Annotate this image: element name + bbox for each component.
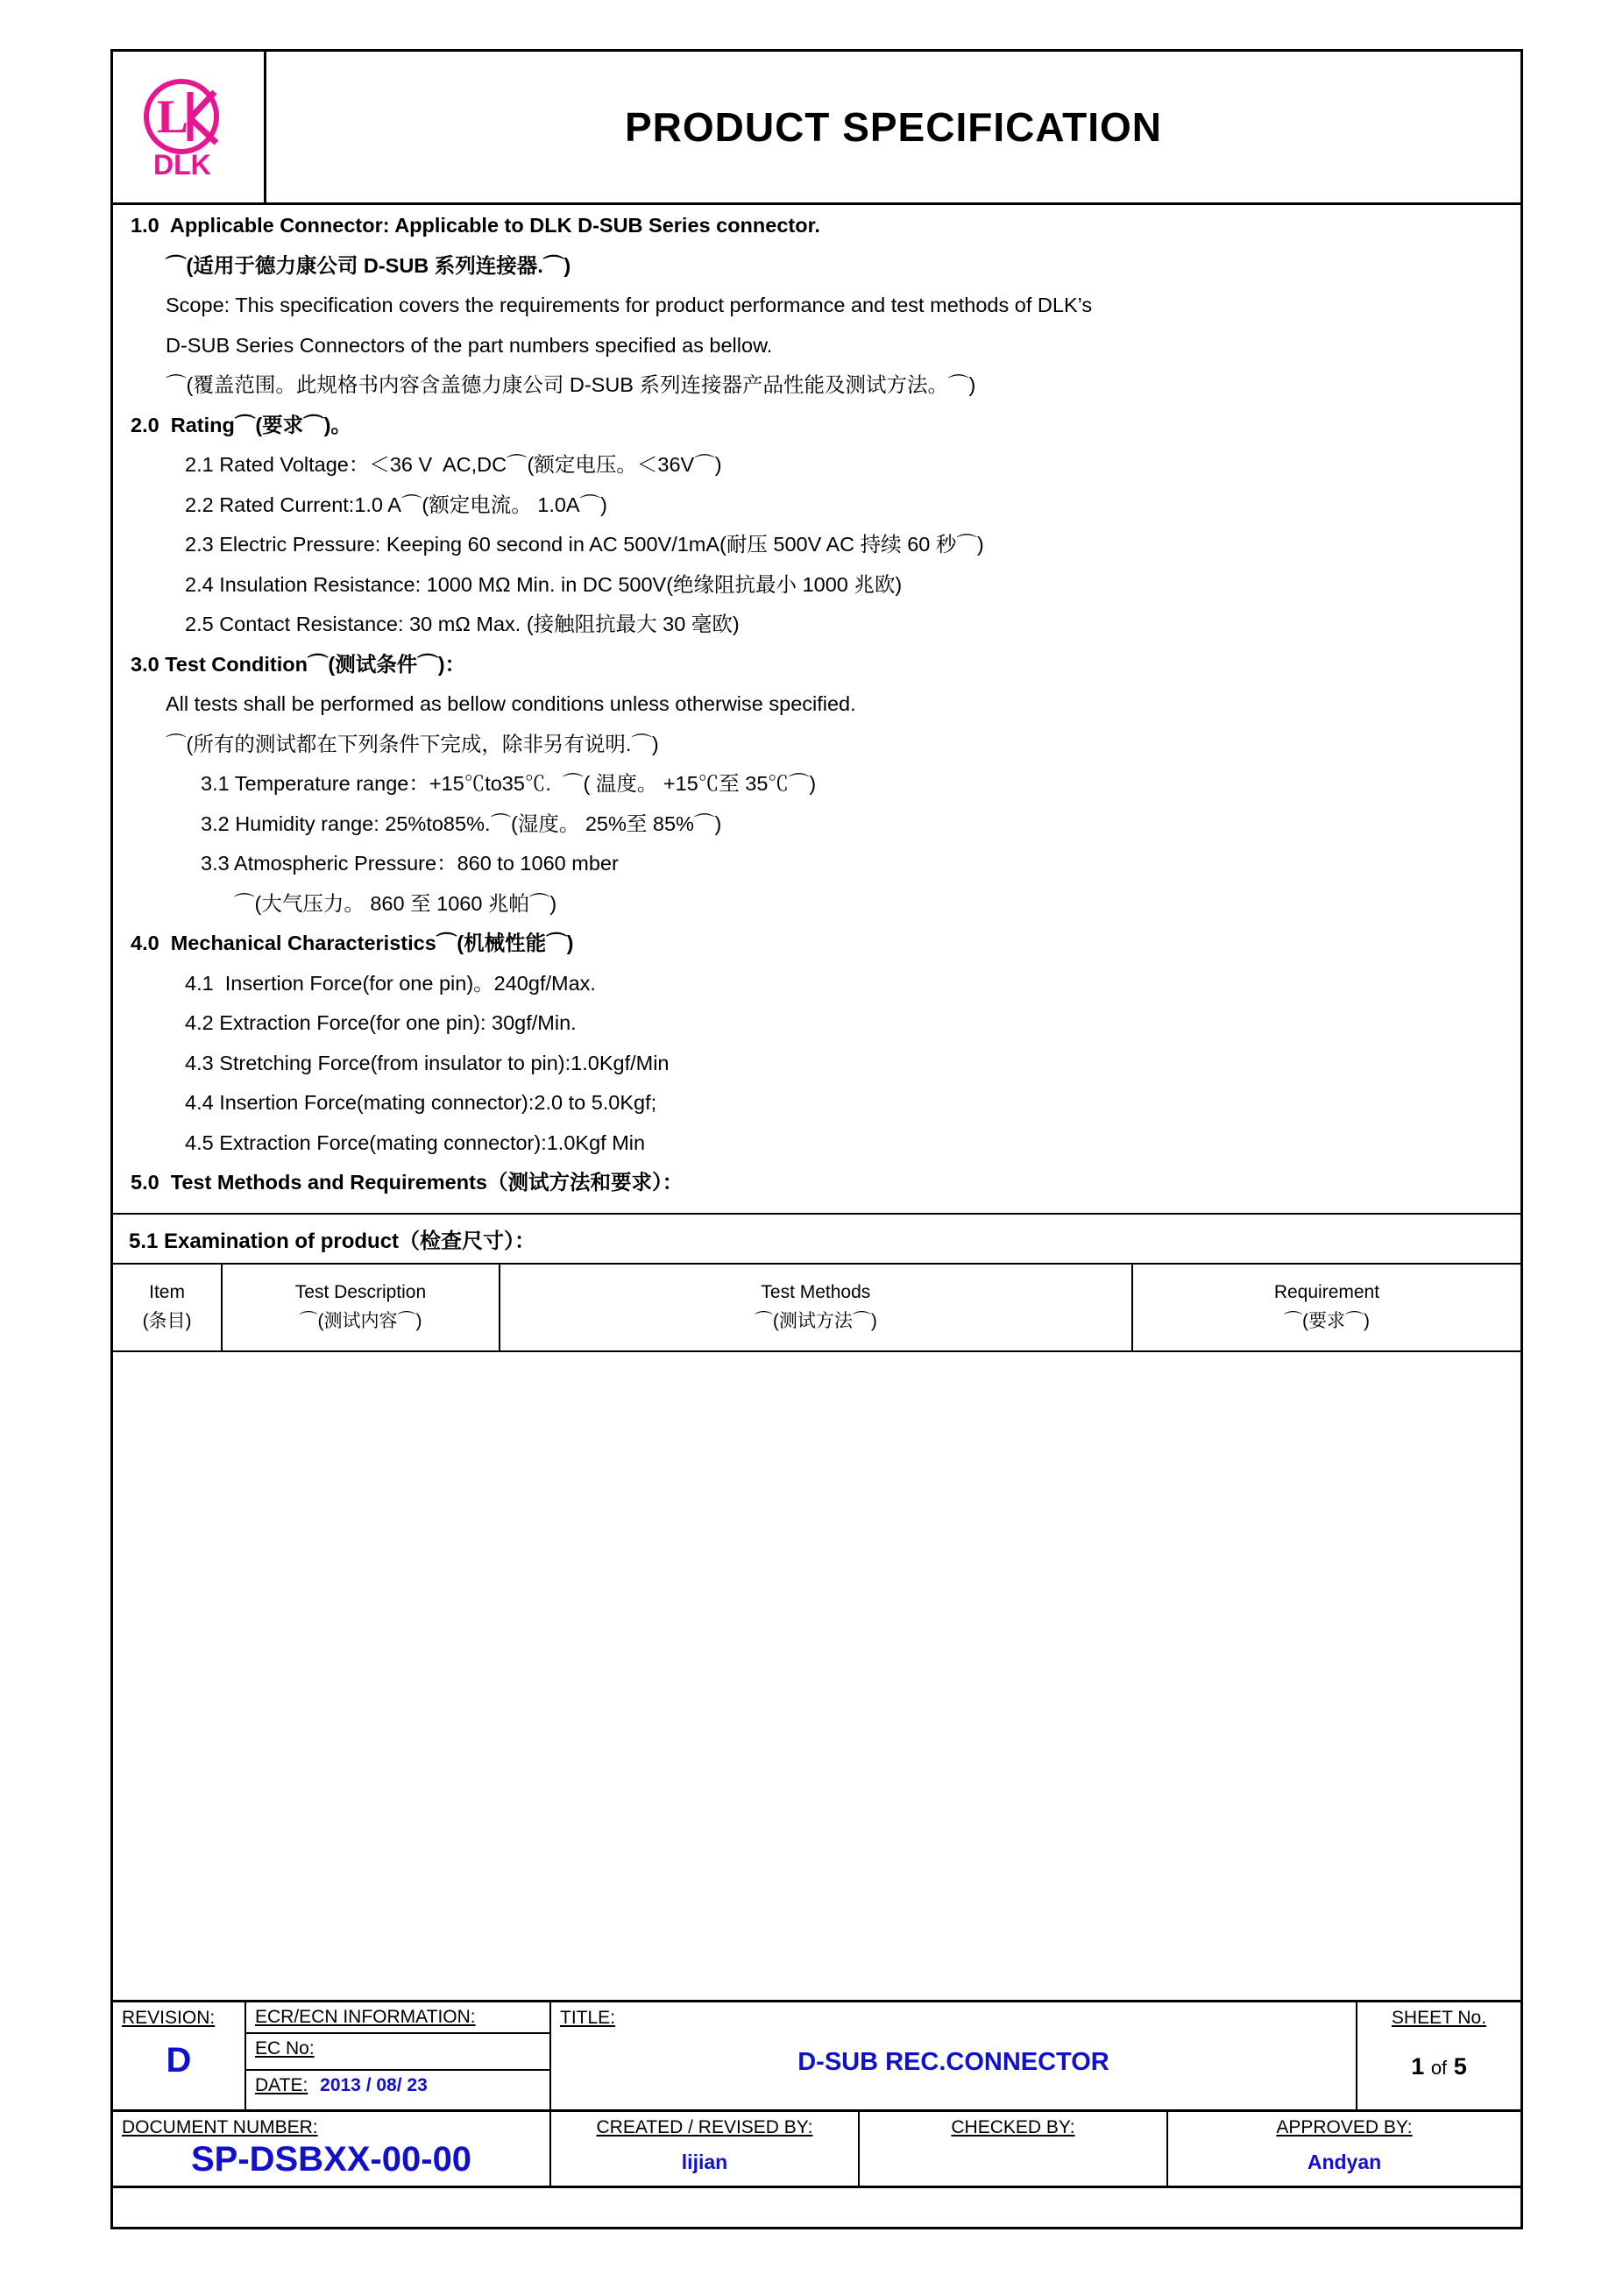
section-3-intro: All tests shall be performed as bellow conditions unless otherwise specified. — [166, 692, 856, 715]
revision-label: REVISION: — [122, 2008, 216, 2028]
section-3-1: 3.1 Temperature range：+15℃to35℃. ⌒( 温度。 +15℃至 35℃⌒) — [201, 772, 817, 795]
sheet-number — [1366, 2053, 1512, 2080]
title-label: TITLE: — [560, 2008, 616, 2028]
th-methods-cn: ⌒(测试方法⌒) — [754, 1310, 877, 1331]
section-1-scope-cn: ⌒(覆盖范围。此规格书内容含盖德力康公司 D-SUB 系列连接器产品性能及测试方法。⌒) — [166, 373, 976, 396]
section-3-title: 3.0 Test Condition⌒(测试条件⌒)： — [131, 652, 466, 676]
spec-sheet-border — [110, 49, 1523, 2229]
ec-no-label: EC No: — [246, 2034, 549, 2071]
ecr-cell — [246, 2002, 551, 2109]
section-3-intro-cn: ⌒(所有的测试都在下列条件下完成，除非另有说明.⌒) — [166, 732, 659, 755]
created-value: lijian — [681, 2151, 728, 2173]
section-5-title: 5.0 Test Methods and Requirements（测试方法和要求）： — [131, 1171, 684, 1194]
section-1-scope-line2: D-SUB Series Connectors of the part numbers specified as bellow. — [166, 333, 773, 357]
th-desc-en: Test Description — [294, 1281, 427, 1302]
table-empty-cell — [113, 1351, 1520, 1494]
section-1-title: 1.0 Applicable Connector: Applicable to DLK D-SUB Series connector. — [131, 214, 820, 237]
spec-table — [113, 1265, 1520, 1494]
footer-bottom-band — [113, 2186, 1520, 2227]
section-3-3: 3.3 Atmospheric Pressure：860 to 1060 mber — [201, 852, 619, 875]
doc-number-cell — [113, 2112, 551, 2186]
section-2-2: 2.2 Rated Current:1.0 A⌒(额定电流。 1.0A⌒) — [185, 493, 607, 516]
company-logo-cell — [113, 52, 266, 202]
th-methods-en: Test Methods — [761, 1281, 871, 1302]
date-label: DATE: — [255, 2075, 308, 2095]
date-value: 2013 / 08/ 23 — [320, 2075, 428, 2095]
table-empty-row — [113, 1351, 1520, 1494]
page-title: PRODUCT SPECIFICATION — [624, 104, 1163, 150]
section-1-scope-line1: Scope: This specification covers the requirements for product performance and test methods of DLK’s — [166, 294, 1093, 316]
th-req-cn: ⌒(要求⌒) — [1283, 1310, 1370, 1331]
created-by-cell — [551, 2112, 860, 2186]
th-requirement — [1132, 1265, 1520, 1351]
title-value: D-SUB REC.CONNECTOR — [797, 2048, 1109, 2076]
section-2-4: 2.4 Insulation Resistance: 1000 MΩ Min. in DC 500V(绝缘阻抗最小 1000 兆欧) — [185, 572, 903, 596]
th-item-cn: (条目) — [142, 1310, 192, 1331]
sheet-of: of — [1430, 2057, 1448, 2079]
doc-number-label: DOCUMENT NUMBER: — [122, 2117, 318, 2137]
date-row — [246, 2071, 549, 2108]
document-body — [113, 205, 1520, 1194]
section-4-1: 4.1 Insertion Force(for one pin)。240gf/Max. — [185, 971, 596, 995]
section-3-3-cn: ⌒(大气压力。 860 至 1060 兆帕⌒) — [234, 891, 557, 915]
section-2-5: 2.5 Contact Resistance: 30 mΩ Max. (接触阻抗最大 30 毫欧) — [185, 613, 740, 635]
approved-by-cell — [1168, 2112, 1520, 2186]
th-test-methods — [500, 1265, 1132, 1351]
section-4-4: 4.4 Insertion Force(mating connector):2.0 to 5.0Kgf; — [185, 1091, 657, 1114]
revision-cell — [113, 2002, 246, 2109]
section-4-title: 4.0 Mechanical Characteristics⌒(机械性能⌒) — [131, 932, 574, 954]
sheet-total: 5 — [1453, 2053, 1467, 2080]
checked-label: CHECKED BY: — [951, 2117, 1075, 2137]
svg-text:L: L — [157, 90, 189, 143]
examination-table — [113, 1213, 1520, 1494]
th-desc-cn: ⌒(测试内容⌒) — [299, 1310, 422, 1331]
approved-label: APPROVED BY: — [1276, 2117, 1413, 2137]
dlk-logo-icon — [127, 71, 250, 183]
section-4-5: 4.5 Extraction Force(mating connector):1.0Kgf Min — [185, 1130, 646, 1154]
doc-number-value: SP-DSBXX-00-00 — [190, 2140, 472, 2179]
section-2-1: 2.1 Rated Voltage：＜36 V AC,DC⌒(额定电压。＜36V⌒) — [185, 453, 722, 476]
section-3-2: 3.2 Humidity range: 25%to85%.⌒(湿度。 25%至 85%⌒) — [201, 811, 722, 835]
th-item-en: Item — [149, 1281, 185, 1302]
svg-text:DLK: DLK — [153, 149, 211, 181]
section-4-3: 4.3 Stretching Force(from insulator to pin):1.0Kgf/Min — [185, 1051, 670, 1074]
table-caption: 5.1 Examination of product（检查尺寸）： — [113, 1215, 1520, 1265]
sheet-label: SHEET No. — [1391, 2008, 1487, 2028]
table-header-row — [113, 1265, 1520, 1351]
section-1-title-cn: ⌒(适用于德力康公司 D-SUB 系列连接器.⌒) — [166, 253, 571, 277]
ecr-label: ECR/ECN INFORMATION: — [246, 2002, 549, 2034]
checked-by-cell — [860, 2112, 1168, 2186]
created-label: CREATED / REVISED BY: — [596, 2117, 813, 2137]
title-cell-footer — [551, 2002, 1357, 2109]
th-item — [113, 1265, 222, 1351]
section-2-3: 2.3 Electric Pressure: Keeping 60 second in AC 500V/1mA(耐压 500V AC 持续 60 秒⌒) — [185, 533, 984, 556]
title-cell — [266, 52, 1520, 202]
document-footer — [113, 2000, 1520, 2227]
section-4-2: 4.2 Extraction Force(for one pin): 30gf/Min. — [185, 1011, 577, 1034]
th-test-description — [222, 1265, 500, 1351]
th-req-en: Requirement — [1273, 1281, 1380, 1302]
section-2-title: 2.0 Rating⌒(要求⌒)。 — [131, 413, 351, 436]
sheet-current: 1 — [1411, 2053, 1425, 2080]
revision-value: D — [166, 2041, 192, 2080]
document-header — [113, 52, 1520, 205]
sheet-cell — [1357, 2002, 1520, 2109]
approved-value: Andyan — [1307, 2151, 1382, 2173]
footer-row-1 — [113, 2000, 1520, 2109]
footer-row-2 — [113, 2109, 1520, 2186]
